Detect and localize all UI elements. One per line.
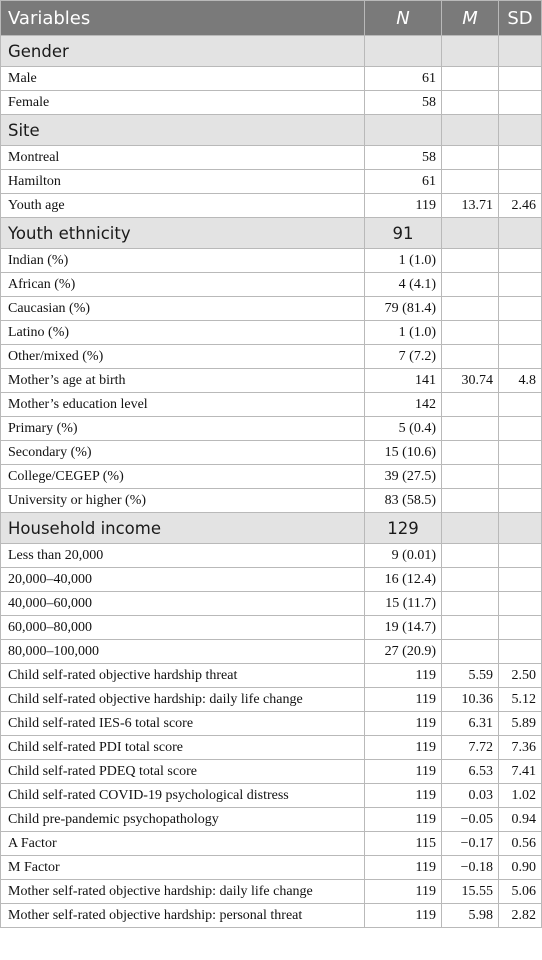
- n-cell: 119: [365, 856, 442, 880]
- header-variables: Variables: [1, 1, 365, 36]
- sd-cell: [499, 393, 542, 417]
- variable-label: Mother self-rated objective hardship: personal threat: [1, 904, 365, 928]
- n-cell: 119: [365, 736, 442, 760]
- variable-label: 20,000–40,000: [1, 568, 365, 592]
- section-row: [1, 513, 542, 544]
- section-m-cell: [442, 115, 499, 146]
- variable-label: Mother’s education level: [1, 393, 365, 417]
- n-cell: 19 (14.7): [365, 616, 442, 640]
- mean-cell: 7.72: [442, 736, 499, 760]
- table-row: [1, 760, 542, 784]
- variable-label: Montreal: [1, 146, 365, 170]
- n-cell: 7 (7.2): [365, 345, 442, 369]
- table-row: [1, 465, 542, 489]
- variable-label: M Factor: [1, 856, 365, 880]
- sd-cell: 0.94: [499, 808, 542, 832]
- variable-label: Male: [1, 67, 365, 91]
- mean-cell: 10.36: [442, 688, 499, 712]
- section-sd-cell: [499, 36, 542, 67]
- sd-cell: [499, 489, 542, 513]
- mean-cell: −0.17: [442, 832, 499, 856]
- sd-cell: 4.8: [499, 369, 542, 393]
- section-n-cell: [365, 115, 442, 146]
- table-row: [1, 297, 542, 321]
- n-cell: 27 (20.9): [365, 640, 442, 664]
- n-cell: 141: [365, 369, 442, 393]
- sd-cell: 0.90: [499, 856, 542, 880]
- sd-cell: 2.46: [499, 194, 542, 218]
- variable-label: Child pre-pandemic psychopathology: [1, 808, 365, 832]
- section-m-cell: [442, 513, 499, 544]
- n-cell: 1 (1.0): [365, 321, 442, 345]
- table-row: [1, 489, 542, 513]
- section-n-cell: 91: [365, 218, 442, 249]
- n-cell: 39 (27.5): [365, 465, 442, 489]
- n-cell: 119: [365, 664, 442, 688]
- table-row: [1, 592, 542, 616]
- mean-cell: [442, 640, 499, 664]
- table-row: [1, 664, 542, 688]
- mean-cell: 0.03: [442, 784, 499, 808]
- table-row: [1, 249, 542, 273]
- sd-cell: 5.06: [499, 880, 542, 904]
- table-row: [1, 568, 542, 592]
- variable-label: Primary (%): [1, 417, 365, 441]
- sd-cell: 7.41: [499, 760, 542, 784]
- table-row: [1, 369, 542, 393]
- n-cell: 15 (11.7): [365, 592, 442, 616]
- section-n-cell: [365, 36, 442, 67]
- n-cell: 1 (1.0): [365, 249, 442, 273]
- mean-cell: 30.74: [442, 369, 499, 393]
- mean-cell: −0.18: [442, 856, 499, 880]
- sd-cell: [499, 345, 542, 369]
- section-row: [1, 115, 542, 146]
- variable-label: Child self-rated IES-6 total score: [1, 712, 365, 736]
- table-row: [1, 194, 542, 218]
- mean-cell: [442, 616, 499, 640]
- mean-cell: [442, 273, 499, 297]
- sd-cell: 1.02: [499, 784, 542, 808]
- section-sd-cell: [499, 115, 542, 146]
- mean-cell: [442, 489, 499, 513]
- variable-label: Secondary (%): [1, 441, 365, 465]
- table-row: [1, 712, 542, 736]
- section-row: [1, 36, 542, 67]
- table-row: [1, 417, 542, 441]
- variable-label: Child self-rated objective hardship threat: [1, 664, 365, 688]
- sd-cell: [499, 640, 542, 664]
- variable-label: Female: [1, 91, 365, 115]
- section-label: Youth ethnicity: [1, 218, 365, 249]
- mean-cell: [442, 592, 499, 616]
- variable-label: Caucasian (%): [1, 297, 365, 321]
- section-m-cell: [442, 36, 499, 67]
- mean-cell: −0.05: [442, 808, 499, 832]
- mean-cell: 13.71: [442, 194, 499, 218]
- sd-cell: [499, 170, 542, 194]
- table-row: [1, 688, 542, 712]
- table-row: [1, 345, 542, 369]
- sd-cell: [499, 417, 542, 441]
- header-n: N: [365, 1, 442, 36]
- sd-cell: [499, 249, 542, 273]
- sd-cell: [499, 91, 542, 115]
- n-cell: 119: [365, 808, 442, 832]
- variable-label: Child self-rated objective hardship: daily life change: [1, 688, 365, 712]
- sd-cell: 2.82: [499, 904, 542, 928]
- variable-label: Child self-rated COVID-19 psychological distress: [1, 784, 365, 808]
- header-sd: SD: [499, 1, 542, 36]
- variable-label: A Factor: [1, 832, 365, 856]
- mean-cell: [442, 345, 499, 369]
- variable-label: Less than 20,000: [1, 544, 365, 568]
- sd-cell: [499, 273, 542, 297]
- sd-cell: [499, 146, 542, 170]
- variable-label: Child self-rated PDI total score: [1, 736, 365, 760]
- n-cell: 119: [365, 904, 442, 928]
- sd-cell: [499, 544, 542, 568]
- mean-cell: 6.53: [442, 760, 499, 784]
- section-m-cell: [442, 218, 499, 249]
- mean-cell: [442, 297, 499, 321]
- n-cell: 119: [365, 712, 442, 736]
- n-cell: 115: [365, 832, 442, 856]
- mean-cell: [442, 568, 499, 592]
- table-body: [1, 36, 542, 928]
- table-row: [1, 784, 542, 808]
- mean-cell: [442, 249, 499, 273]
- n-cell: 142: [365, 393, 442, 417]
- variable-label: Hamilton: [1, 170, 365, 194]
- sd-cell: [499, 616, 542, 640]
- sd-cell: 7.36: [499, 736, 542, 760]
- mean-cell: [442, 67, 499, 91]
- sd-cell: 5.12: [499, 688, 542, 712]
- variable-label: Youth age: [1, 194, 365, 218]
- n-cell: 83 (58.5): [365, 489, 442, 513]
- table-row: [1, 808, 542, 832]
- sd-cell: [499, 67, 542, 91]
- variable-label: Mother self-rated objective hardship: daily life change: [1, 880, 365, 904]
- sd-cell: [499, 297, 542, 321]
- n-cell: 119: [365, 880, 442, 904]
- variable-label: Mother’s age at birth: [1, 369, 365, 393]
- variable-label: Other/mixed (%): [1, 345, 365, 369]
- section-sd-cell: [499, 513, 542, 544]
- sd-cell: 2.50: [499, 664, 542, 688]
- table-row: [1, 170, 542, 194]
- sd-cell: [499, 321, 542, 345]
- table-row: [1, 640, 542, 664]
- section-row: [1, 218, 542, 249]
- table-row: [1, 856, 542, 880]
- variable-label: Latino (%): [1, 321, 365, 345]
- mean-cell: [442, 544, 499, 568]
- section-label: Gender: [1, 36, 365, 67]
- n-cell: 5 (0.4): [365, 417, 442, 441]
- mean-cell: 5.98: [442, 904, 499, 928]
- n-cell: 16 (12.4): [365, 568, 442, 592]
- table-row: [1, 273, 542, 297]
- table-row: [1, 904, 542, 928]
- n-cell: 9 (0.01): [365, 544, 442, 568]
- mean-cell: [442, 170, 499, 194]
- mean-cell: [442, 146, 499, 170]
- sd-cell: [499, 441, 542, 465]
- n-cell: 61: [365, 170, 442, 194]
- table-row: [1, 146, 542, 170]
- table-row: [1, 616, 542, 640]
- variable-label: Indian (%): [1, 249, 365, 273]
- n-cell: 58: [365, 146, 442, 170]
- n-cell: 119: [365, 784, 442, 808]
- n-cell: 119: [365, 760, 442, 784]
- mean-cell: 5.59: [442, 664, 499, 688]
- mean-cell: [442, 465, 499, 489]
- sd-cell: 5.89: [499, 712, 542, 736]
- table-row: [1, 91, 542, 115]
- table-row: [1, 321, 542, 345]
- section-label: Household income: [1, 513, 365, 544]
- table-row: [1, 544, 542, 568]
- header-m: M: [442, 1, 499, 36]
- n-cell: 79 (81.4): [365, 297, 442, 321]
- n-cell: 4 (4.1): [365, 273, 442, 297]
- n-cell: 119: [365, 688, 442, 712]
- n-cell: 61: [365, 67, 442, 91]
- mean-cell: 6.31: [442, 712, 499, 736]
- sd-cell: [499, 592, 542, 616]
- variable-label: 40,000–60,000: [1, 592, 365, 616]
- variable-label: African (%): [1, 273, 365, 297]
- mean-cell: 15.55: [442, 880, 499, 904]
- n-cell: 15 (10.6): [365, 441, 442, 465]
- mean-cell: [442, 441, 499, 465]
- variable-label: Child self-rated PDEQ total score: [1, 760, 365, 784]
- sd-cell: [499, 465, 542, 489]
- variable-label: 60,000–80,000: [1, 616, 365, 640]
- n-cell: 119: [365, 194, 442, 218]
- variable-label: University or higher (%): [1, 489, 365, 513]
- n-cell: 58: [365, 91, 442, 115]
- mean-cell: [442, 393, 499, 417]
- section-n-cell: 129: [365, 513, 442, 544]
- table-row: [1, 441, 542, 465]
- table-row: [1, 736, 542, 760]
- table-row: [1, 880, 542, 904]
- mean-cell: [442, 91, 499, 115]
- section-sd-cell: [499, 218, 542, 249]
- table-header-row: [1, 1, 542, 36]
- table-row: [1, 832, 542, 856]
- variable-label: 80,000–100,000: [1, 640, 365, 664]
- mean-cell: [442, 321, 499, 345]
- sd-cell: [499, 568, 542, 592]
- table-row: [1, 393, 542, 417]
- table-row: [1, 67, 542, 91]
- mean-cell: [442, 417, 499, 441]
- section-label: Site: [1, 115, 365, 146]
- variable-label: College/CEGEP (%): [1, 465, 365, 489]
- sd-cell: 0.56: [499, 832, 542, 856]
